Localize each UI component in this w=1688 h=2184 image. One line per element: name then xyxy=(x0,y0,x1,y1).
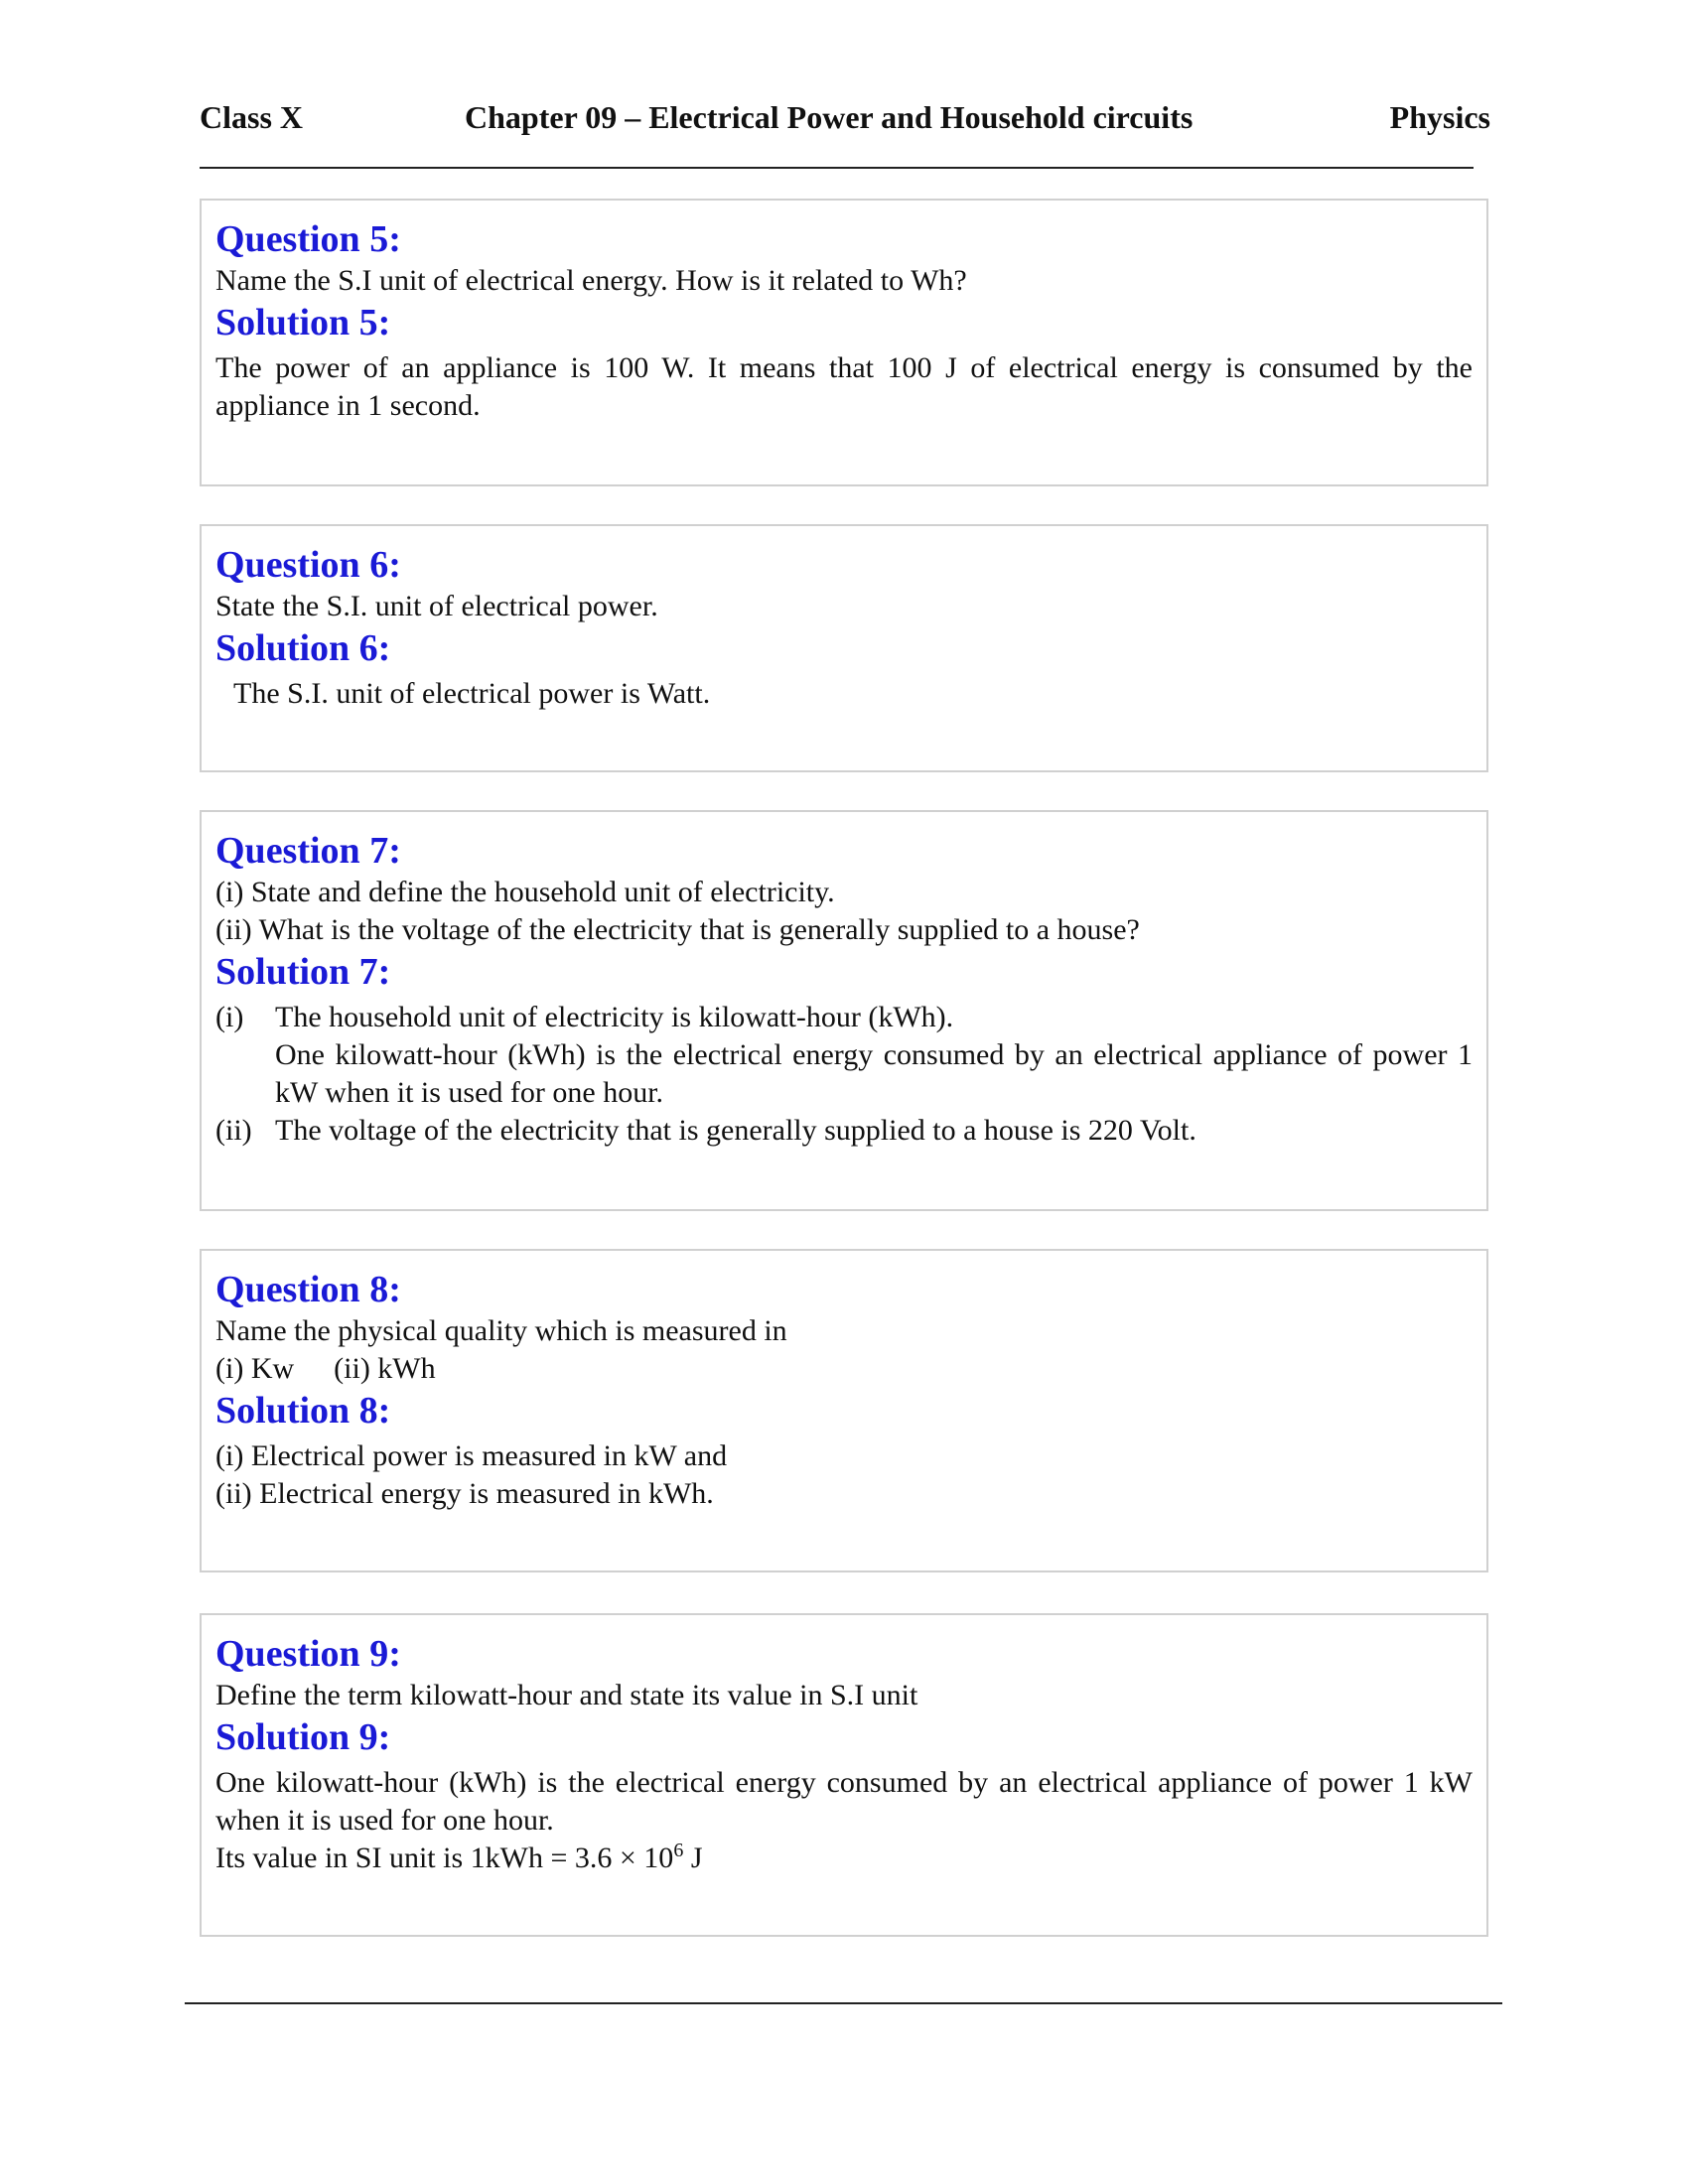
solution-5-text: The power of an appliance is 100 W. It means that 100 J of electrical energy is consumed by the appliance in 1 second. xyxy=(215,351,1473,422)
class-label: Class X xyxy=(200,99,304,135)
question-7-title: Question 7: xyxy=(215,830,401,872)
question-6-text: State the S.I. unit of electrical power. xyxy=(215,590,658,622)
question-7-line-2: (ii) What is the voltage of the electricity that is generally supplied to a house? xyxy=(215,913,1140,946)
question-8-text: Name the physical quality which is measured in xyxy=(215,1314,787,1347)
solution-6-text: The S.I. unit of electrical power is Watt. xyxy=(233,677,711,710)
solution-7-item-1-line: The household unit of electricity is kilowatt-hour (kWh). xyxy=(275,1001,954,1033)
chapter-title: Chapter 09 – Electrical Power and Household circuits xyxy=(465,99,1194,135)
solution-9-value-prefix: Its value in SI unit is 1kWh = 3.6 × 10 xyxy=(215,1842,674,1874)
solution-7-item-2-number: (ii) xyxy=(215,1114,252,1147)
solution-7-item-1 xyxy=(215,999,1473,1112)
solution-9-value xyxy=(215,1840,1473,1877)
header-divider xyxy=(200,167,1474,169)
question-5-box xyxy=(200,199,1488,486)
question-6-box xyxy=(200,524,1488,772)
question-8-options xyxy=(215,1350,1473,1388)
solution-6-title: Solution 6: xyxy=(215,627,391,669)
question-8-option-1: (i) Kw xyxy=(215,1352,295,1385)
subject-label: Physics xyxy=(1389,99,1490,135)
question-9-title: Question 9: xyxy=(215,1633,401,1675)
question-5-text: Name the S.I unit of electrical energy. How is it related to Wh? xyxy=(215,264,967,297)
question-8-box xyxy=(200,1249,1488,1572)
solution-8-line-1: (i) Electrical power is measured in kW and xyxy=(215,1439,728,1472)
solution-9-value-exponent: 6 xyxy=(673,1840,684,1861)
question-8-option-2: (ii) kWh xyxy=(334,1352,436,1385)
question-7-box xyxy=(200,810,1488,1211)
question-7-line-1: (i) State and define the household unit of electricity. xyxy=(215,876,835,908)
question-8-title: Question 8: xyxy=(215,1269,401,1310)
question-9-box xyxy=(200,1613,1488,1937)
question-9-text: Define the term kilowatt-hour and state its value in S.I unit xyxy=(215,1679,918,1711)
question-5-title: Question 5: xyxy=(215,218,401,260)
solution-5-title: Solution 5: xyxy=(215,302,391,343)
question-6-title: Question 6: xyxy=(215,544,401,586)
solution-9-text: One kilowatt-hour (kWh) is the electrical energy consumed by an electrical appliance of power 1 kW when it is used for one hour. xyxy=(215,1766,1473,1837)
footer-divider xyxy=(185,2002,1502,2004)
solution-7-title: Solution 7: xyxy=(215,951,391,993)
solution-7-item-2 xyxy=(215,1112,1473,1150)
solution-9-value-unit: J xyxy=(683,1842,703,1874)
solution-7-item-1-number: (i) xyxy=(215,1001,244,1033)
solution-7-item-1-definition: One kilowatt-hour (kWh) is the electrical energy consumed by an electrical appliance of power 1 kW when it is used for one hour. xyxy=(275,1038,1473,1109)
solution-8-title: Solution 8: xyxy=(215,1390,391,1432)
solution-9-title: Solution 9: xyxy=(215,1716,391,1758)
solution-8-line-2: (ii) Electrical energy is measured in kWh. xyxy=(215,1477,714,1510)
page-header xyxy=(200,99,1490,143)
solution-7-item-2-line: The voltage of the electricity that is generally supplied to a house is 220 Volt. xyxy=(275,1114,1196,1147)
